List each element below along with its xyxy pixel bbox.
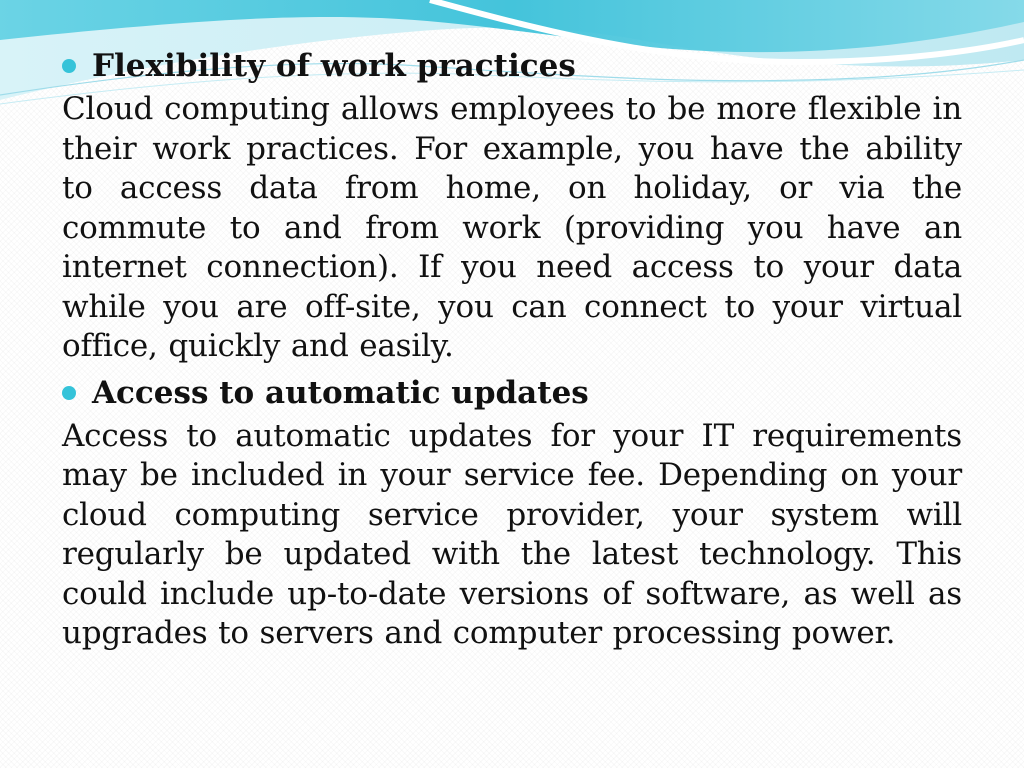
paragraph-updates: Access to automatic updates for your IT requirements may be included in your service fee. Depending on your cloud computing service provider, your system will regularly be updated with the latest technology. This could include up-to-date versions of software, as well as upgrades to servers and computer processing power. bbox=[62, 417, 962, 651]
heading-text: Flexibility of work practices bbox=[92, 48, 576, 84]
bullet-dot-icon bbox=[62, 59, 76, 73]
paragraph-flexibility: Cloud computing allows employees to be more flexible in their work practices. For example, you have the ability to access data from home, on holiday, or via the commute to and from work (providing you have an internet connection). If you need access to your data while you are off-site, you can connect to your virtual office, quickly and easily. bbox=[62, 91, 962, 364]
bullet-heading-updates bbox=[62, 373, 962, 413]
slide-content bbox=[62, 46, 962, 654]
bullet-heading-flexibility bbox=[62, 46, 962, 86]
bullet-dot-icon bbox=[62, 386, 76, 400]
heading-text: Access to automatic updates bbox=[92, 374, 589, 411]
